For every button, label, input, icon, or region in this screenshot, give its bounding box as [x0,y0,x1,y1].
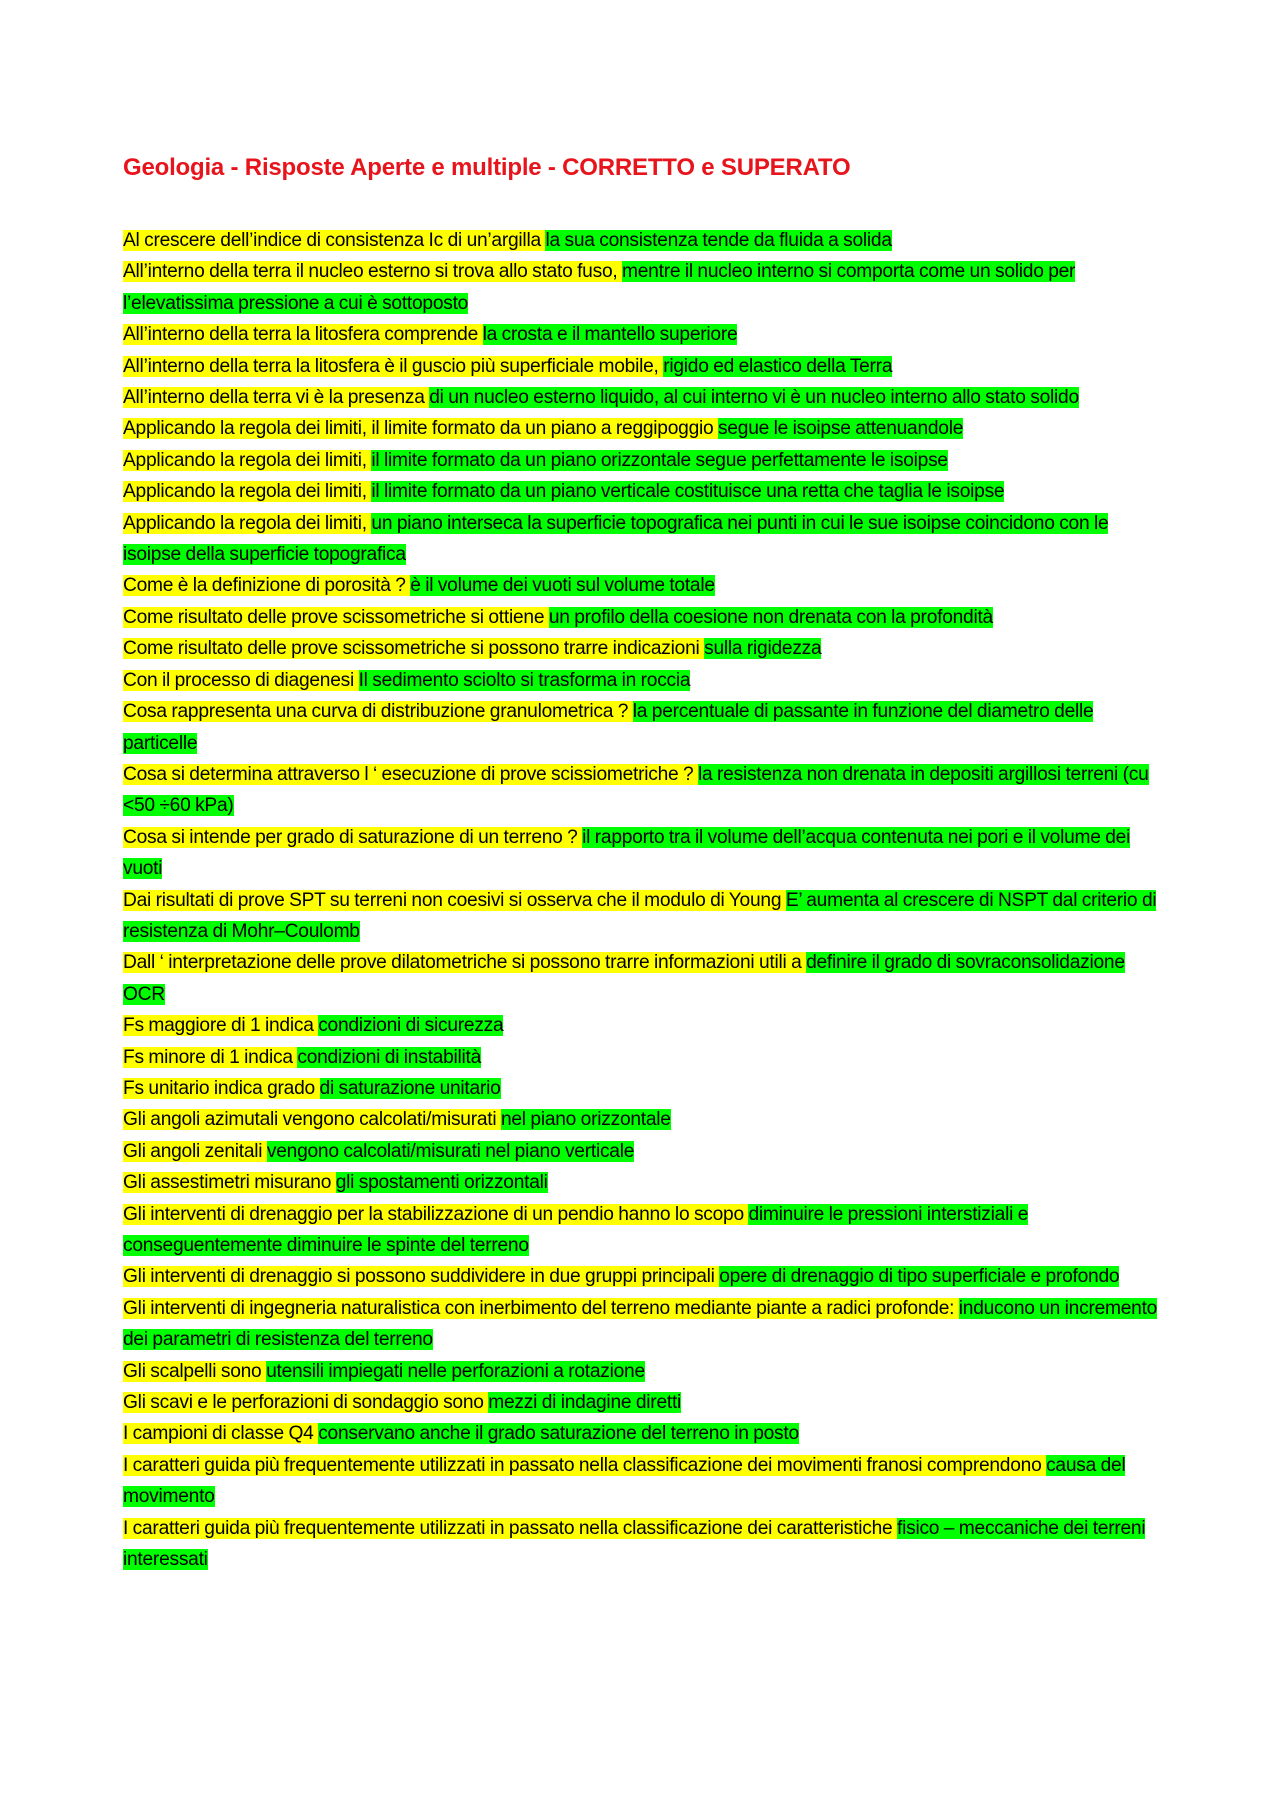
answer-text: utensili impiegati nelle perforazioni a rotazione [266,1360,645,1382]
answer-text: mezzi di indagine diretti [488,1392,682,1414]
qa-entry [123,476,1168,507]
question-text: Applicando la regola dei limiti, [123,481,372,503]
answer-text: E’ aumenta al crescere di NSPT dal criterio di resistenza di Mohr–Coulomb [123,889,1157,942]
qa-entry [123,1042,1168,1073]
question-text: Applicando la regola dei limiti, il limite formato da un piano a reggipoggio [123,418,719,440]
question-text: Applicando la regola dei limiti, [123,512,372,534]
question-text: Fs maggiore di 1 indica [123,1015,319,1037]
qa-entry [123,885,1168,948]
answer-text: il limite formato da un piano orizzontale segue perfettamente le isoipse [371,449,948,471]
qa-entry [123,822,1168,885]
qa-entry [123,602,1168,633]
question-text: Fs minore di 1 indica [123,1046,298,1068]
qa-entry [123,633,1168,664]
question-text: Al crescere dell’indice di consistenza Ic di un’argilla [123,230,546,251]
question-text: All’interno della terra il nucleo esterno si trova allo stato fuso, [123,261,623,283]
answer-text: fisico – meccaniche dei terreni interessati [123,1517,1146,1571]
answer-text: inducono un incremento dei parametri di resistenza del terreno [123,1297,1158,1351]
question-text: Gli scalpelli sono [123,1360,267,1382]
answer-text: causa del movimento [123,1454,1126,1508]
answer-text: condizioni di sicurezza [318,1015,504,1037]
qa-entry [123,1450,1168,1513]
answer-text: la percentuale di passante in funzione del diametro delle particelle [123,701,1094,754]
answer-text: la crosta e il mantello superiore [482,324,738,346]
question-text: Gli angoli zenitali [123,1140,267,1162]
answer-text: nel piano orizzontale [500,1109,671,1131]
answer-text: rigido ed elastico della Terra [663,355,893,377]
qa-entry [123,1513,1168,1576]
qa-entry [123,1418,1168,1449]
answer-text: vengono calcolati/misurati nel piano verticale [266,1140,635,1162]
answer-text: un piano interseca la superficie topografica nei punti in cui le sue isoipse coincidono con le isoipse della superficie topografica [123,512,1109,566]
answer-text: sulla rigidezza [704,638,822,660]
answer-text: gli spostamenti orizzontali [335,1172,548,1194]
qa-entry [123,1136,1168,1167]
qa-list [123,225,1168,1575]
qa-entry [123,413,1168,444]
question-text: Cosa si intende per grado di saturazione di un terreno ? [123,826,583,848]
question-text: All’interno della terra la litosfera comprende [123,324,483,346]
qa-entry [123,1199,1168,1262]
qa-entry [123,1167,1168,1198]
question-text: Come risultato delle prove scissometriche si ottiene [123,606,549,628]
question-text: All’interno della terra la litosfera è il guscio più superficiale mobile, [123,355,664,377]
question-text: Applicando la regola dei limiti, [123,449,372,471]
qa-entry [123,382,1168,413]
qa-entry [123,1356,1168,1387]
qa-entry [123,1387,1168,1418]
answer-text: un profilo della coesione non drenata con la profondità [548,606,993,628]
qa-entry [123,319,1168,350]
qa-entry [123,1261,1168,1292]
qa-entry [123,665,1168,696]
qa-entry [123,1293,1168,1356]
answer-text: di un nucleo esterno liquido, al cui interno vi è un nucleo interno allo stato solido [429,387,1079,409]
answer-text: segue le isoipse attenuandole [718,418,964,440]
answer-text: di saturazione unitario [319,1077,501,1099]
question-text: Con il processo di diagenesi [123,669,359,691]
qa-entry [123,225,1168,256]
qa-entry [123,570,1168,601]
answer-text: il rapporto tra il volume dell’acqua contenuta nei pori e il volume dei vuoti [123,826,1131,880]
question-text: Gli interventi di ingegneria naturalistica con inerbimento del terreno mediante piante a radici profonde: [123,1297,959,1319]
question-text: Dai risultati di prove SPT su terreni non coesivi si osserva che il modulo di Young [123,889,786,911]
qa-entry [123,696,1168,759]
question-text: Gli interventi di drenaggio si possono suddividere in due gruppi principali [123,1266,720,1288]
qa-entry [123,445,1168,476]
question-text: Fs unitario indica grado [123,1077,320,1099]
question-text: All’interno della terra vi è la presenza [123,387,430,409]
qa-entry [123,351,1168,382]
answer-text: diminuire le pressioni interstiziali e conseguentemente diminuire le spinte del terreno [123,1203,1029,1256]
document-title: Geologia - Risposte Aperte e multiple - CORRETTO e SUPERATO [123,154,851,181]
question-text: Come è la definizione di porosità ? [123,575,411,597]
answer-text: definire il grado di sovraconsolidazione OCR [123,952,1125,1005]
question-text: Come risultato delle prove scissometriche si possono trarre indicazioni [123,638,705,660]
answer-text: il limite formato da un piano verticale costituisce una retta che taglia le isoipse [371,481,1005,503]
answer-text: la sua consistenza tende da fluida a solida [545,230,892,251]
answer-text: è il volume dei vuoti sul volume totale [410,575,715,597]
answer-text: Il sedimento sciolto si trasforma in roccia [358,669,691,691]
qa-entry [123,508,1168,571]
qa-entry [123,1010,1168,1041]
qa-entry [123,1104,1168,1135]
answer-text: la resistenza non drenata in depositi argillosi terreni (cu <50 ÷60 kPa) [123,763,1149,817]
question-text: Cosa si determina attraverso l ‘ esecuzione di prove scissiometriche ? [123,763,699,785]
question-text: Gli interventi di drenaggio per la stabilizzazione di un pendio hanno lo scopo [123,1203,749,1225]
question-text: I caratteri guida più frequentemente utilizzati in passato nella classificazione dei caratteristiche [123,1517,897,1539]
question-text: Cosa rappresenta una curva di distribuzione granulometrica ? [123,701,633,723]
question-text: Dall ‘ interpretazione delle prove dilatometriche si possono trarre informazioni utili a [123,952,807,974]
qa-entry [123,1073,1168,1104]
answer-text: opere di drenaggio di tipo superficiale e profondo [719,1266,1120,1288]
qa-entry [123,759,1168,822]
qa-entry [123,256,1168,319]
question-text: Gli angoli azimutali vengono calcolati/misurati [123,1109,501,1131]
answer-text: conservano anche il grado saturazione del terreno in posto [318,1423,799,1445]
answer-text: condizioni di instabilità [297,1046,482,1068]
question-text: I campioni di classe Q4 [123,1423,319,1445]
question-text: Gli assestimetri misurano [123,1172,336,1194]
question-text: Gli scavi e le perforazioni di sondaggio sono [123,1392,489,1414]
qa-entry [123,947,1168,1010]
answer-text: mentre il nucleo interno si comporta come un solido per l’elevatissima pressione a cui è sottoposto [123,261,1076,314]
question-text: I caratteri guida più frequentemente utilizzati in passato nella classificazione dei movimenti franosi comprendono [123,1454,1047,1476]
